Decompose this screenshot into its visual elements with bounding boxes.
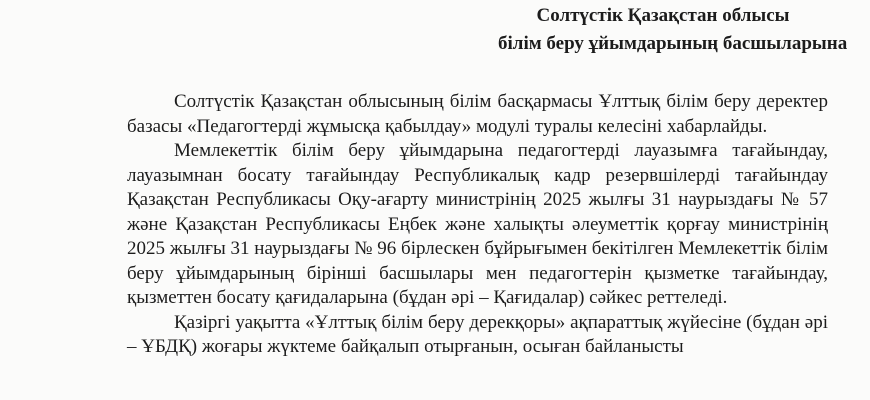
paragraph-regulation: Мемлекеттік білім беру ұйымдарына педагогтерді лауазымға тағайындау, лауазымнан босату тағайындау Республикалық кадр резервшілерді тағайындау Қазақстан Республикасы Оқу-ағарту министрінің 2025 жылғы 31 наурыздағы № 57 және Қазақстан Республикасы Еңбек және халықты әлеуметтік қорғау министрінің 2025 жылғы 31 наурыздағы № 96 бірлескен бұйрығымен бекітілген Мемлекеттік білім беру ұйымдарының бірінші басшылары мен педагогтерін қызметке тағайындау, қызметтен босату қағидаларына (бұдан әрі – Қағидалар) сәйкес реттеледі. — [127, 140, 828, 308]
paragraph-intro: Солтүстік Қазақстан облысының білім басқармасы Ұлттық білім беру деректер базасы «Педагогтерді жұмысқа қабылдау» модулі туралы келесіні хабарлайды. — [127, 91, 828, 137]
paragraph-current-load: Қазіргі уақытта «Ұлттық білім беру дерекқоры» ақпараттық жүйесіне (бұдан әрі – ҰБДҚ) жоғары жүктеме байқалып отырғанын, осыған байланысты — [127, 311, 828, 357]
letter-body — [127, 90, 828, 360]
addressee-line-recipients: білім беру ұйымдарының басшыларына — [498, 33, 848, 54]
addressee-block — [498, 2, 848, 58]
addressee-line-region: Солтүстік Қазақстан облысы — [536, 5, 790, 26]
